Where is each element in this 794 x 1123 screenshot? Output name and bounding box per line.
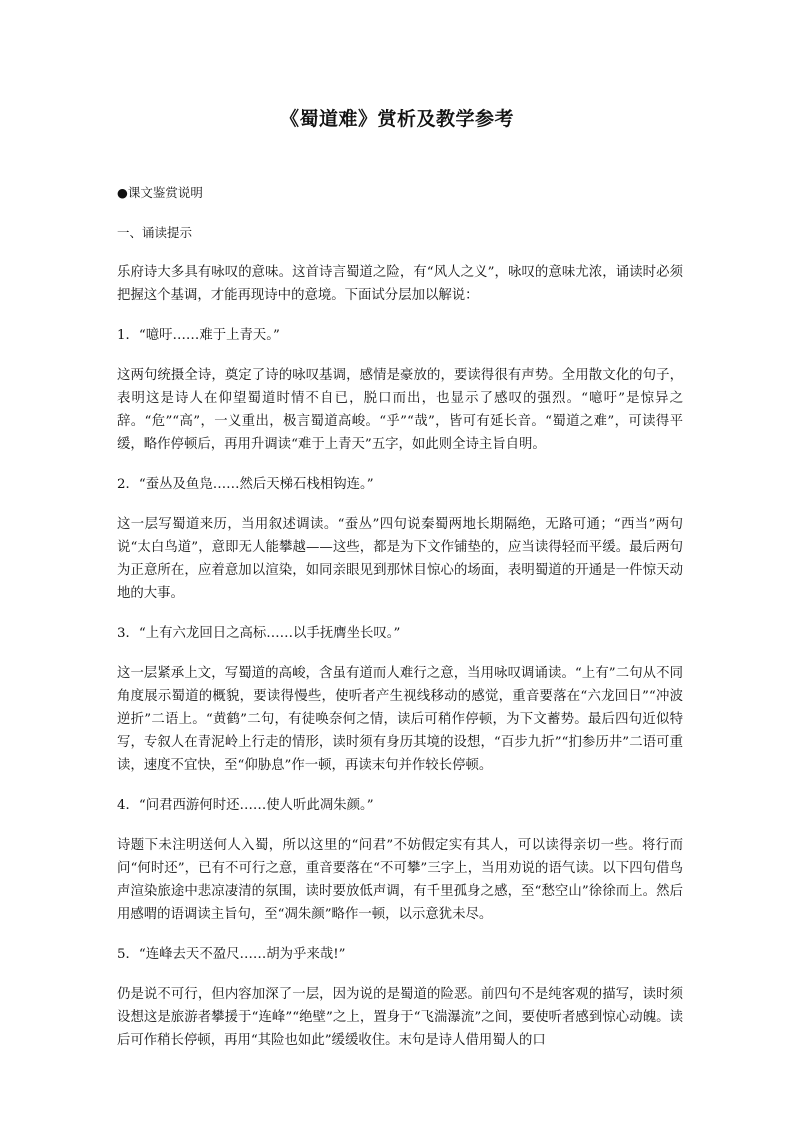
paragraph-item-2-heading: 2．“蚕丛及鱼凫……然后天梯石栈相钩连。” xyxy=(117,477,374,492)
paragraph-item-1-heading: 1．“噫吁……难于上青天。” xyxy=(117,328,280,343)
paragraph-item-3-heading: 3．“上有六龙回日之高标……以手抚膺坐长叹。” xyxy=(117,626,401,641)
paragraph-item-3-body: 这一层紧承上文，写蜀道的高峻，含虽有道而人难行之意，当用咏叹调诵读。“上有”二句从不同角度展示蜀道的概貌，要读得慢些，使听者产生视线移动的感觉，重音要落在“六龙回日”“冲波逆折”二语上。“黄鹤”二句，有徒唤奈何之情，读后可稍作停顿，为下文蓄势。最后四句近似特写，专叙人在青泥岭上行走的情形，读时须有身历其境的设想，“百步九折”“扪参历井”二语可重读，速度不宜快，至“仰胁息”作一顿，再读末句并作较长停顿。 xyxy=(117,666,683,773)
document-body xyxy=(117,181,683,1069)
document-title: 《蜀道难》赏析及教学参考 xyxy=(279,108,514,130)
bullet-heading: ●课文鉴赏说明 xyxy=(117,185,203,200)
paragraph-item-1-body: 这两句统摄全诗，奠定了诗的咏叹基调，感情是豪放的，要读得很有声势。全用散文化的句子，表明这是诗人在仰望蜀道时情不自已，脱口而出，也显示了感叹的强烈。“噫吁”是惊异之辞。“危”“高”，一义重出，极言蜀道高峻。“乎”“哉”，皆可有延长音。“蜀道之难”，可读得平缓，略作停顿后，再用升调读“难于上青天”五字，如此则全诗主旨自明。 xyxy=(117,368,683,452)
paragraph-item-2-body: 这一层写蜀道来历，当用叙述调读。“蚕丛”四句说秦蜀两地长期隔绝，无路可通；“西当”两句说“太白鸟道”，意即无人能攀越——这些，都是为下文作铺垫的，应当读得轻而平缓。最后两句为正意所在，应着意加以渲染，如同亲眼见到那怵目惊心的场面，表明蜀道的开通是一件惊天动地的大事。 xyxy=(117,517,683,601)
paragraph-item-5-heading: 5．“连峰去天不盈尺……胡为乎来哉!” xyxy=(117,947,346,962)
paragraph-item-4-body: 诗题下未注明送何人入蜀，所以这里的“问君”不妨假定实有其人，可以读得亲切一些。将行而问“何时还”，已有不可行之意，重音要落在“不可攀”三字上，当用劝说的语气读。以下四句借鸟声渲染旅途中悲凉凄清的氛围，读时要放低声调，有千里孤身之感，至“愁空山”徐徐而上。然后用感喟的语调读主旨句，至“凋朱颜”略作一顿，以示意犹未尽。 xyxy=(117,838,683,922)
paragraph-item-5-body: 仍是说不可行，但内容加深了一层，因为说的是蜀道的险恶。前四句不是纯客观的描写，读时须设想这是旅游者攀援于“连峰”“绝壁”之上，置身于“飞湍瀑流”之间，要使听者感到惊心动魄。读后可作稍长停顿，再用“其险也如此”缓缓收住。末句是诗人借用蜀人的口 xyxy=(117,987,683,1048)
paragraph-item-4-heading: 4．“问君西游何时还……使人听此凋朱颜。” xyxy=(117,798,374,813)
paragraph-intro: 乐府诗大多具有咏叹的意味。这首诗言蜀道之险，有“风人之义”，咏叹的意味尤浓，诵读时必须把握这个基调，才能再现诗中的意境。下面试分层加以解说： xyxy=(117,265,683,303)
section-heading: 一、诵读提示 xyxy=(117,225,193,240)
